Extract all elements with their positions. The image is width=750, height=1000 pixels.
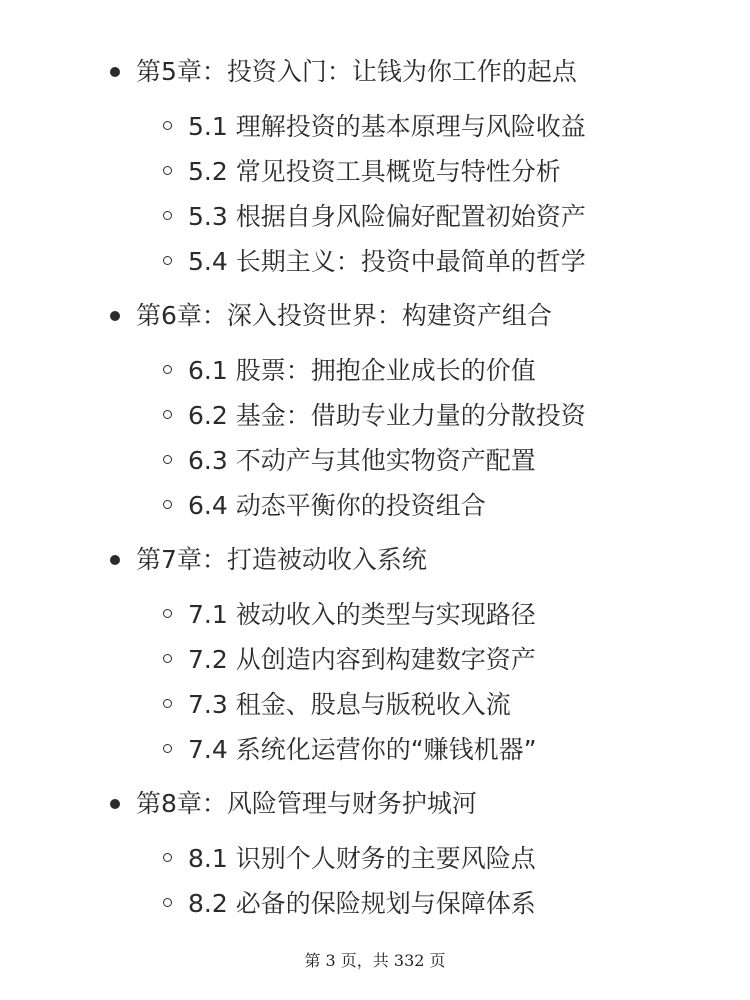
section-list [0,104,750,284]
hollow-bullet-icon [163,410,172,419]
section-item [0,104,750,149]
hollow-bullet-icon [163,744,172,753]
chapter-heading [0,292,750,340]
section-item [0,239,750,284]
section-item [0,836,750,881]
section-item [0,881,750,926]
hollow-bullet-icon [163,699,172,708]
filled-bullet-icon [110,67,120,77]
hollow-bullet-icon [163,211,172,220]
hollow-bullet-icon [163,898,172,907]
table-of-contents [0,48,750,934]
section-item [0,727,750,772]
section-title: 5.3 根据自身风险偏好配置初始资产 [188,202,586,231]
page-number-footer: 第 3 页，共 332 页 [304,951,446,970]
filled-bullet-icon [110,311,120,321]
section-item [0,149,750,194]
section-title: 6.1 股票：拥抱企业成长的价值 [188,356,536,385]
hollow-bullet-icon [163,166,172,175]
hollow-bullet-icon [163,121,172,130]
chapter-title: 第7章：打造被动收入系统 [136,545,427,574]
section-title: 7.3 租金、股息与版税收入流 [188,690,511,719]
hollow-bullet-icon [163,365,172,374]
section-title: 8.1 识别个人财务的主要风险点 [188,844,536,873]
section-title: 5.2 常见投资工具概览与特性分析 [188,157,561,186]
hollow-bullet-icon [163,654,172,663]
section-item [0,194,750,239]
section-title: 5.1 理解投资的基本原理与风险收益 [188,112,586,141]
filled-bullet-icon [110,555,120,565]
hollow-bullet-icon [163,500,172,509]
section-title: 6.2 基金：借助专业力量的分散投资 [188,401,586,430]
hollow-bullet-icon [163,609,172,618]
section-list [0,348,750,528]
section-title: 7.1 被动收入的类型与实现路径 [188,600,536,629]
chapter-title: 第6章：深入投资世界：构建资产组合 [136,301,552,330]
section-title: 6.4 动态平衡你的投资组合 [188,491,486,520]
section-title: 8.2 必备的保险规划与保障体系 [188,889,536,918]
filled-bullet-icon [110,799,120,809]
section-title: 5.4 长期主义：投资中最简单的哲学 [188,247,586,276]
chapter-block [0,48,750,284]
chapter-block [0,536,750,772]
chapter-heading [0,780,750,828]
section-item [0,438,750,483]
hollow-bullet-icon [163,455,172,464]
chapter-title: 第8章：风险管理与财务护城河 [136,789,477,818]
section-list [0,836,750,926]
chapter-title: 第5章：投资入门：让钱为你工作的起点 [136,57,577,86]
section-item [0,637,750,682]
section-item [0,348,750,393]
chapter-heading [0,48,750,96]
chapter-block [0,292,750,528]
section-title: 6.3 不动产与其他实物资产配置 [188,446,536,475]
section-item [0,592,750,637]
section-title: 7.4 系统化运营你的“赚钱机器” [188,735,537,764]
chapter-block [0,780,750,926]
section-title: 7.2 从创造内容到构建数字资产 [188,645,536,674]
hollow-bullet-icon [163,853,172,862]
section-item [0,682,750,727]
section-list [0,592,750,772]
section-item [0,483,750,528]
section-item [0,393,750,438]
hollow-bullet-icon [163,256,172,265]
chapter-heading [0,536,750,584]
